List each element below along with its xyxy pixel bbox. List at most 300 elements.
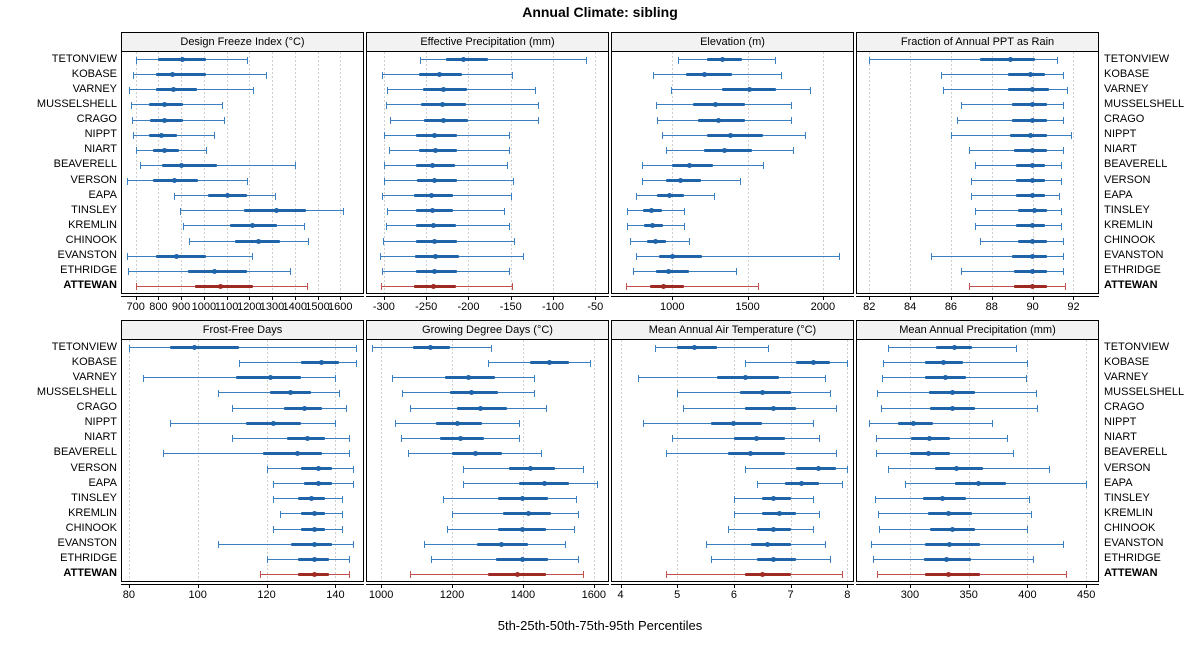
median-marker	[170, 72, 175, 77]
whisker-cap	[410, 405, 411, 412]
interquartile-box	[656, 270, 689, 273]
site-label-beaverell: BEAVERELL	[1104, 446, 1168, 459]
median-marker	[309, 496, 314, 501]
axis-line	[611, 584, 854, 585]
whisker-cap	[133, 132, 134, 139]
whisker-cap	[390, 117, 391, 124]
whisker-cap	[1026, 375, 1027, 382]
gridline	[847, 340, 848, 581]
median-marker	[713, 102, 718, 107]
whisker-cap	[819, 511, 820, 518]
interquartile-box	[734, 437, 785, 440]
panel-title: Frost-Free Days	[122, 321, 363, 340]
whisker-cap	[1061, 178, 1062, 185]
whisker-cap	[825, 375, 826, 382]
axis-tick-label: 350	[959, 589, 978, 601]
median-marker	[661, 284, 666, 289]
whisker-cap	[1027, 526, 1028, 533]
site-label-kremlin: KREMLIN	[68, 218, 117, 231]
whisker-cap	[131, 102, 132, 109]
axis-tick-label: 8	[844, 589, 851, 601]
gridline	[384, 52, 385, 293]
median-marker	[179, 163, 184, 168]
median-marker	[192, 345, 197, 350]
whisker-cap	[636, 193, 637, 200]
panel-title: Elevation (m)	[612, 33, 853, 52]
median-marker	[1028, 133, 1033, 138]
median-marker	[428, 345, 433, 350]
whisker-cap	[509, 132, 510, 139]
site-label-verson: VERSON	[1104, 173, 1151, 186]
site-label-nippt: NIPPT	[84, 416, 117, 429]
whisker-cap	[975, 162, 976, 169]
axis-tick-label: 86	[944, 301, 958, 313]
whisker-cap	[961, 268, 962, 275]
median-marker	[716, 118, 721, 123]
panel-title: Mean Annual Air Temperature (°C)	[612, 321, 853, 340]
median-marker	[520, 496, 525, 501]
whisker-cap	[590, 360, 591, 367]
interquartile-box	[686, 73, 733, 76]
axis-tick	[823, 296, 824, 300]
site-label-attewan: ATTEWAN	[1104, 279, 1158, 292]
whisker-cap	[128, 268, 129, 275]
whisker-cap	[888, 466, 889, 473]
axis-tick-label: 1500	[735, 301, 760, 313]
panel-frost-free-days	[121, 320, 364, 582]
gridline	[1027, 340, 1028, 581]
median-marker	[162, 148, 167, 153]
median-marker	[312, 557, 317, 562]
site-label-tinsley: TINSLEY	[71, 491, 117, 504]
median-marker	[430, 163, 435, 168]
whisker-cap	[734, 496, 735, 503]
axis-tick-label: 450	[1077, 589, 1096, 601]
whisker-cap	[273, 496, 274, 503]
median-marker	[944, 557, 949, 562]
whisker-cap	[353, 466, 354, 473]
axis-tick	[791, 584, 792, 588]
axis-tick	[1086, 584, 1087, 588]
whisker-cap	[813, 526, 814, 533]
median-marker	[268, 375, 273, 380]
whisker-cap	[356, 345, 357, 352]
whisker-cap	[881, 405, 882, 412]
median-marker	[174, 254, 179, 259]
whisker-cap	[1007, 435, 1008, 442]
median-marker	[520, 557, 525, 562]
whisker-cap	[189, 238, 190, 245]
whisker-cap	[768, 345, 769, 352]
axis-tick-label: 1000	[368, 589, 394, 601]
median-marker	[440, 102, 445, 107]
whisker-cap	[523, 253, 524, 260]
gridline	[869, 52, 870, 293]
panel-growing-degree-days-c	[366, 320, 609, 582]
gridline	[198, 340, 199, 581]
median-marker	[218, 284, 223, 289]
whisker-cap	[971, 178, 972, 185]
interquartile-box	[762, 497, 790, 500]
whisker-cap	[775, 57, 776, 64]
whisker-cap	[576, 496, 577, 503]
whisker-cap	[672, 435, 673, 442]
median-marker	[312, 527, 317, 532]
whisker-cap	[546, 405, 547, 412]
whisker-cap	[951, 132, 952, 139]
site-label-tinsley: TINSLEY	[1104, 491, 1150, 504]
whisker-cap	[877, 571, 878, 578]
site-label-chinook: CHINOOK	[65, 522, 117, 535]
site-label-evanston: EVANSTON	[57, 537, 117, 550]
panel-plot-area	[612, 52, 853, 293]
median-marker	[747, 87, 752, 92]
interquartile-box	[707, 134, 763, 137]
site-label-eapa: EAPA	[1104, 188, 1133, 201]
axis-tick	[198, 584, 199, 588]
site-label-tetonview: TETONVIEW	[1104, 52, 1170, 65]
whisker-cap	[836, 450, 837, 457]
whisker-cap	[402, 390, 403, 397]
whisker-cap	[395, 420, 396, 427]
whisker-cap	[678, 57, 679, 64]
whisker	[626, 286, 759, 287]
whisker-cap	[781, 72, 782, 79]
whisker-cap	[883, 360, 884, 367]
site-label-ethridge: ETHRIDGE	[1104, 552, 1161, 565]
axis-tick-label: 800	[149, 301, 168, 313]
whisker-cap	[728, 526, 729, 533]
whisker-cap	[401, 435, 402, 442]
site-label-kremlin: KREMLIN	[1104, 218, 1153, 231]
median-marker	[743, 375, 748, 380]
axis-tick	[951, 296, 952, 300]
whisker-cap	[218, 390, 219, 397]
whisker-cap	[280, 511, 281, 518]
interquartile-box	[1008, 73, 1045, 76]
median-marker	[777, 511, 782, 516]
whisker-cap	[206, 147, 207, 154]
whisker-cap	[627, 223, 628, 230]
axis-tick	[335, 584, 336, 588]
median-marker	[1030, 118, 1035, 123]
whisker-cap	[447, 526, 448, 533]
interquartile-box	[263, 452, 322, 455]
whisker-cap	[1061, 208, 1062, 215]
median-marker	[432, 239, 437, 244]
interquartile-box	[751, 543, 791, 546]
median-marker	[528, 466, 533, 471]
whisker-cap	[877, 390, 878, 397]
gridline	[594, 340, 595, 581]
axis-tick	[748, 296, 749, 300]
whisker-cap	[431, 556, 432, 563]
whisker-cap	[763, 162, 764, 169]
median-marker	[1030, 163, 1035, 168]
median-marker	[954, 466, 959, 471]
whisker-cap	[252, 253, 253, 260]
whisker-cap	[519, 435, 520, 442]
whisker-cap	[1027, 360, 1028, 367]
whisker-cap	[666, 450, 667, 457]
axis-tick-label: 1600	[581, 589, 607, 601]
whisker-cap	[684, 208, 685, 215]
site-label-musselshell: MUSSELSHELL	[1104, 97, 1185, 110]
whisker-cap	[1037, 405, 1038, 412]
whisker-cap	[136, 57, 137, 64]
axis-tick-label: 1100	[214, 301, 239, 313]
whisker-cap	[836, 405, 837, 412]
whisker-cap	[975, 223, 976, 230]
interquartile-box	[672, 164, 713, 167]
gridline	[340, 52, 341, 293]
whisker-cap	[381, 283, 382, 290]
axis-tick-label: -100	[542, 301, 565, 313]
gridline	[136, 52, 137, 293]
median-marker	[431, 223, 436, 228]
whisker-cap	[662, 132, 663, 139]
gridline	[249, 52, 250, 293]
whisker-cap	[247, 57, 248, 64]
whisker-cap	[683, 405, 684, 412]
axis-tick	[381, 584, 382, 588]
median-marker	[305, 436, 310, 441]
whisker-cap	[1036, 390, 1037, 397]
site-label-chinook: CHINOOK	[65, 234, 117, 247]
x-axis	[366, 584, 609, 604]
interquartile-box	[419, 149, 458, 152]
figure-xlabel: 5th-25th-50th-75th-95th Percentiles	[497, 618, 703, 633]
whisker-cap	[509, 268, 510, 275]
site-label-kremlin: KREMLIN	[68, 506, 117, 519]
whisker-cap	[383, 238, 384, 245]
site-label-crago: CRAGO	[76, 113, 117, 126]
median-marker	[312, 511, 317, 516]
axis-tick	[249, 296, 250, 300]
whisker-cap	[342, 526, 343, 533]
site-label-attewan: ATTEWAN	[1104, 567, 1158, 580]
median-marker	[1008, 57, 1013, 62]
whisker-cap	[260, 571, 261, 578]
whisker-cap	[132, 117, 133, 124]
whisker-cap	[810, 87, 811, 94]
median-marker	[760, 390, 765, 395]
median-marker	[1030, 269, 1035, 274]
interquartile-box	[170, 346, 239, 349]
site-label-eapa: EAPA	[88, 188, 117, 201]
site-label-niart: NIART	[1104, 143, 1137, 156]
gridline	[1073, 52, 1074, 293]
axis-tick	[136, 296, 137, 300]
whisker	[218, 544, 352, 545]
median-marker	[473, 451, 478, 456]
median-marker	[926, 451, 931, 456]
median-marker	[771, 557, 776, 562]
whisker-cap	[420, 57, 421, 64]
interquartile-box	[745, 573, 790, 576]
median-marker	[946, 511, 951, 516]
site-label-eapa: EAPA	[88, 476, 117, 489]
whisker-cap	[888, 345, 889, 352]
gridline	[468, 52, 469, 293]
median-marker	[952, 345, 957, 350]
axis-tick-label: 140	[326, 589, 345, 601]
whisker-cap	[384, 178, 385, 185]
axis-tick-label: 2000	[810, 301, 836, 313]
axis-tick-label: 1300	[259, 301, 285, 313]
axis-tick	[129, 584, 130, 588]
site-label-verson: VERSON	[70, 173, 117, 186]
panel-plot-area	[122, 340, 363, 581]
whisker-cap	[876, 435, 877, 442]
whisker-cap	[129, 345, 130, 352]
site-label-tetonview: TETONVIEW	[1104, 340, 1170, 353]
whisker-cap	[905, 481, 906, 488]
whisker-cap	[343, 208, 344, 215]
whisker-cap	[1049, 466, 1050, 473]
whisker-cap	[509, 147, 510, 154]
whisker-cap	[1057, 57, 1058, 64]
axis-tick	[847, 584, 848, 588]
whisker-cap	[1063, 268, 1064, 275]
whisker-cap	[266, 72, 267, 79]
median-marker	[316, 481, 321, 486]
whisker-cap	[706, 541, 707, 548]
whisker-cap	[583, 466, 584, 473]
median-marker	[1030, 284, 1035, 289]
whisker-cap	[174, 193, 175, 200]
whisker-cap	[830, 556, 831, 563]
site-label-musselshell: MUSSELSHELL	[36, 97, 117, 110]
whisker-cap	[565, 541, 566, 548]
panel-elevation-m	[611, 32, 854, 294]
site-label-ethridge: ETHRIDGE	[1104, 264, 1161, 277]
axis-tick-label: 900	[171, 301, 191, 313]
axis-tick-label: 1000	[191, 301, 217, 313]
gridline	[791, 340, 792, 581]
whisker-cap	[1063, 238, 1064, 245]
whisker-cap	[129, 87, 130, 94]
whisker-cap	[253, 87, 254, 94]
panel-title: Mean Annual Precipitation (mm)	[857, 321, 1098, 340]
median-marker	[950, 390, 955, 395]
median-marker	[499, 542, 504, 547]
whisker-cap	[839, 253, 840, 260]
whisker-cap	[307, 283, 308, 290]
median-marker	[1030, 239, 1035, 244]
whisker-cap	[514, 238, 515, 245]
whisker-cap	[633, 268, 634, 275]
axis-tick	[594, 584, 595, 588]
site-label-eapa: EAPA	[1104, 476, 1133, 489]
median-marker	[678, 178, 683, 183]
whisker-cap	[1061, 162, 1062, 169]
whisker-cap	[143, 375, 144, 382]
median-marker	[319, 360, 324, 365]
site-label-attewan: ATTEWAN	[63, 279, 117, 292]
median-marker	[720, 57, 725, 62]
median-marker	[1030, 87, 1035, 92]
axis-tick-label: 400	[1018, 589, 1037, 601]
axis-tick	[452, 584, 453, 588]
axis-line	[856, 584, 1099, 585]
gridline	[318, 52, 319, 293]
median-marker	[1030, 223, 1035, 228]
median-marker	[162, 118, 167, 123]
site-label-chinook: CHINOOK	[1104, 234, 1156, 247]
median-marker	[478, 406, 483, 411]
axis-tick-label: 82	[863, 301, 876, 313]
median-marker	[432, 133, 437, 138]
axis-tick-label: -150	[499, 301, 522, 313]
median-marker	[458, 436, 463, 441]
whisker-cap	[353, 481, 354, 488]
median-marker	[430, 208, 435, 213]
median-marker	[172, 178, 177, 183]
interquartile-box	[757, 558, 797, 561]
whisker-cap	[943, 87, 944, 94]
median-marker	[911, 421, 916, 426]
axis-tick	[267, 584, 268, 588]
whisker-cap	[1061, 223, 1062, 230]
median-marker	[225, 193, 230, 198]
whisker-cap	[666, 571, 667, 578]
median-marker	[771, 527, 776, 532]
median-marker	[748, 451, 753, 456]
x-axis	[856, 584, 1099, 604]
median-marker	[946, 572, 951, 577]
axis-tick	[734, 584, 735, 588]
gridline	[621, 340, 622, 581]
interquartile-box	[650, 285, 684, 288]
whisker-cap	[636, 253, 637, 260]
whisker-cap	[504, 208, 505, 215]
gridline	[553, 52, 554, 293]
median-marker	[431, 284, 436, 289]
median-marker	[432, 178, 437, 183]
whisker-cap	[969, 147, 970, 154]
whisker-cap	[1067, 87, 1068, 94]
whisker-cap	[290, 268, 291, 275]
interquartile-box	[156, 73, 206, 76]
whisker-cap	[372, 345, 373, 352]
site-label-beaverell: BEAVERELL	[53, 446, 117, 459]
whisker-cap	[578, 556, 579, 563]
axis-tick-label: 1200	[439, 589, 465, 601]
axis-tick	[158, 296, 159, 300]
median-marker	[515, 572, 520, 577]
site-label-kobase: KOBASE	[71, 67, 117, 80]
whisker-cap	[163, 450, 164, 457]
axis-tick-label: 1600	[328, 301, 353, 313]
interquartile-box	[717, 376, 779, 379]
whisker-cap	[876, 450, 877, 457]
whisker-cap	[349, 556, 350, 563]
whisker	[957, 120, 1063, 121]
whisker-cap	[386, 223, 387, 230]
whisker-cap	[666, 147, 667, 154]
median-marker	[271, 421, 276, 426]
median-marker	[702, 72, 707, 77]
median-marker	[433, 254, 438, 259]
axis-tick	[318, 296, 319, 300]
site-label-evanston: EVANSTON	[57, 249, 117, 262]
whisker	[420, 59, 586, 60]
whisker-cap	[711, 556, 712, 563]
axis-tick	[869, 296, 870, 300]
whisker-cap	[511, 193, 512, 200]
whisker-cap	[512, 72, 513, 79]
